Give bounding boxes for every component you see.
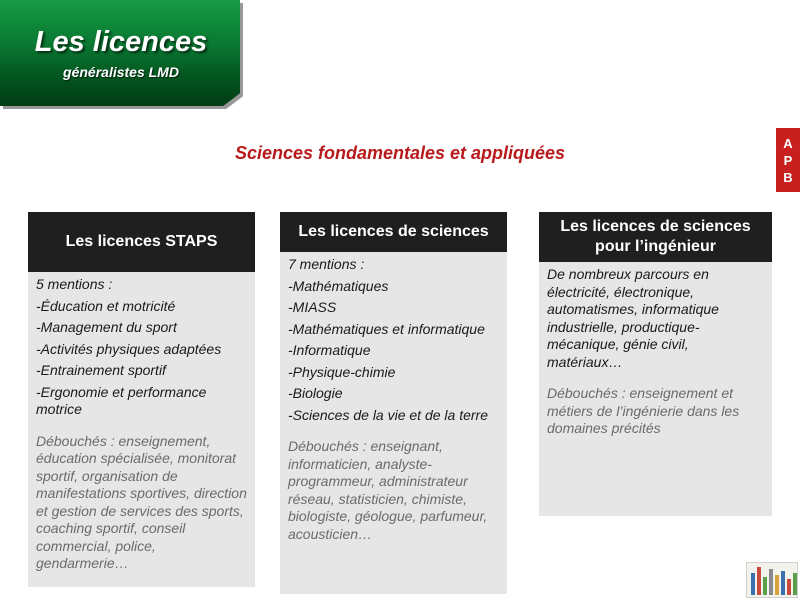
list-item: -Mathématiques et informatique (288, 320, 485, 337)
column-body (539, 262, 772, 516)
banner-title: Les licences (34, 26, 208, 58)
apb-letter-p: P (783, 152, 793, 168)
list-item: -Biologie (288, 385, 343, 401)
section-subtitle: Sciences fondamentales et appliquées (234, 143, 566, 163)
apb-letter-b: B (783, 169, 793, 185)
list-item: 5 mentions : (36, 276, 113, 292)
list-item: -Éducation et motricité (36, 297, 176, 314)
list-item: -Entrainement sportif (36, 362, 166, 378)
banner-subtitle: généralistes LMD (63, 64, 179, 80)
list-item: -Physique-chimie (288, 363, 396, 380)
corner-thumbnail-image (746, 562, 798, 598)
column-body (280, 252, 507, 594)
list-item: -Management du sport (36, 319, 177, 335)
apb-letter-a: A (783, 135, 793, 151)
list-item: -Activités physiques adaptées (36, 340, 222, 357)
list-item: De nombreux parcours en électricité, électronique, automatismes, informatique industrielle, productique-mécanique, génie civil, matériaux… (547, 266, 719, 370)
list-item: -Informatique (288, 342, 371, 358)
column-header: Les licences de sciences (280, 212, 507, 252)
column-header: Les licences STAPS (28, 212, 255, 272)
column-sciences-ingenieur (539, 212, 772, 516)
debouches-text: Débouchés : enseignement, éducation spécialisée, monitorat sportif, organisation de manifestations sportives, direction et gestion de services des sports, coaching sportif, conseil commercial, police, gendarmerie… (36, 432, 247, 571)
list-item: -Mathématiques (288, 277, 389, 294)
column-sciences (280, 212, 507, 594)
list-item: 7 mentions : (288, 256, 365, 272)
list-item: -Ergonomie et performance motrice (36, 383, 207, 417)
debouches-text: Débouchés : enseignant, informaticien, analyste-programmeur, administrateur réseau, statisticien, chimiste, biologiste, géologue, parfumeur, acousticien… (288, 438, 488, 542)
column-header: Les licences de sciences pour l’ingénieur (539, 212, 772, 262)
list-item: -MIASS (288, 299, 337, 315)
column-staps (28, 212, 255, 587)
column-body (28, 272, 255, 587)
debouches-text: Débouchés : enseignement et métiers de l’ingénierie dans les domaines précités (547, 385, 740, 436)
list-item: -Sciences de la vie et de la terre (288, 406, 488, 423)
